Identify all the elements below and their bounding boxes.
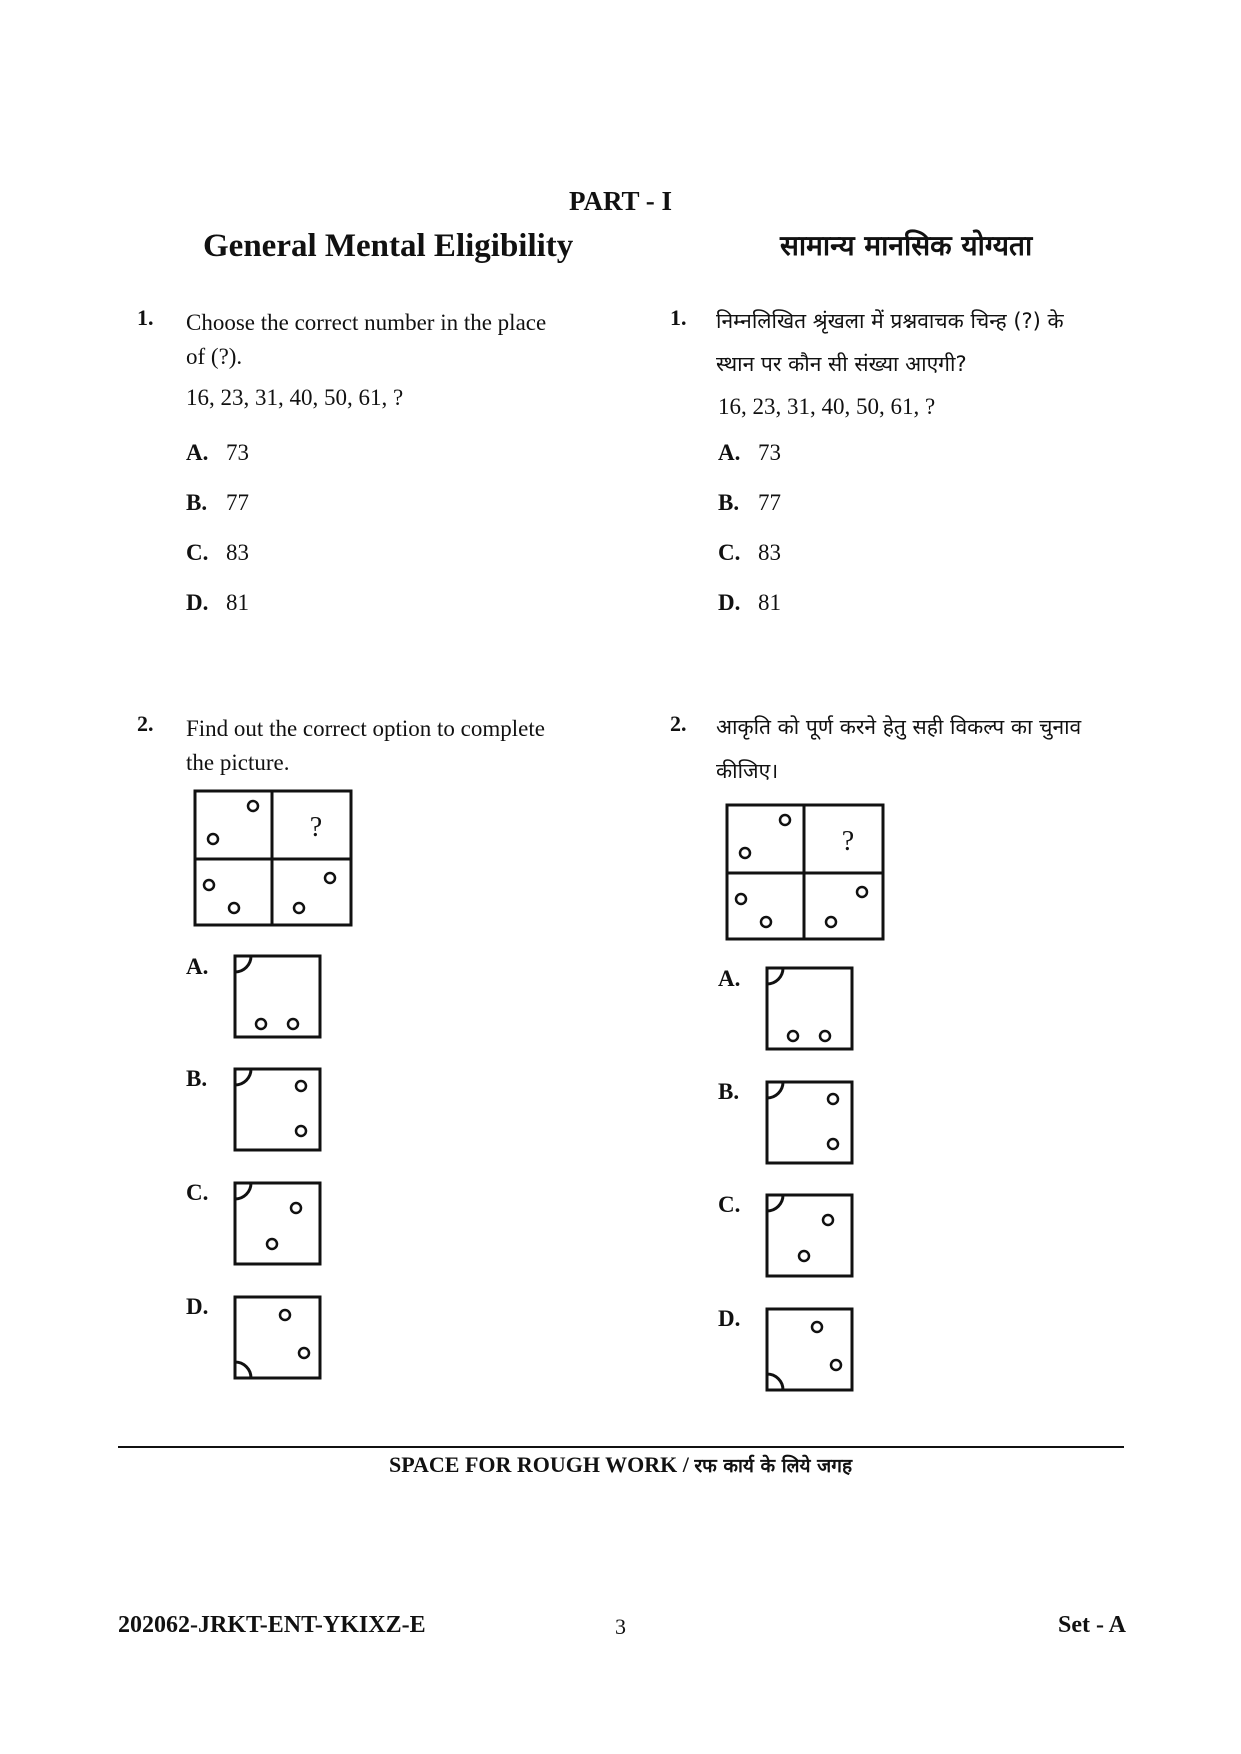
q1-text-en-line2: of (?). [186,344,243,369]
circle-icon [208,834,218,844]
q1-option-a-en[interactable]: A. 73 [186,440,249,465]
circle-icon [229,903,239,913]
q2-question-mark-en: ? [309,812,323,843]
quarter-arc-icon [767,1374,783,1390]
q2-option-c-figure-hi[interactable] [765,1193,855,1279]
circle-icon [736,894,746,904]
circle-icon [291,1203,301,1213]
q2-option-a-label-en: A. [186,954,209,979]
circle-icon [248,801,258,811]
q2-option-c-label-en: C. [186,1180,209,1205]
circle-icon [280,1310,290,1320]
q2-puzzle-grid-en [193,789,353,929]
q2-option-b-label-hi: B. [718,1079,740,1104]
footer-page-number: 3 [615,1614,626,1639]
q2-text-hi-line2: कीजिए। [716,759,779,783]
circle-icon [288,1019,298,1029]
q2-option-d-figure-hi[interactable] [765,1307,855,1393]
q2-option-b-label-en: B. [186,1066,208,1091]
q2-option-a-label-hi: A. [718,966,741,991]
q2-text-en-line1: Find out the correct option to complete [186,716,545,741]
circle-icon [267,1239,277,1249]
circle-icon [325,873,335,883]
q2-option-d-label-en: D. [186,1294,209,1319]
q1-option-c-hi[interactable]: C. 83 [718,540,781,565]
circle-icon [828,1139,838,1149]
circle-icon [204,880,214,890]
circle-icon [857,887,867,897]
circle-icon [788,1031,798,1041]
circle-icon [820,1031,830,1041]
circle-icon [296,1081,306,1091]
rough-work-divider [118,1446,1124,1448]
rough-work-label: SPACE FOR ROUGH WORK / रफ कार्य के लिये जगह [388,1452,853,1477]
quarter-arc-icon [767,1082,783,1098]
part-heading: PART - I [568,186,673,216]
q1-text-hi-line2: स्थान पर कौन सी संख्या आएगी? [716,352,967,376]
circle-icon [740,848,750,858]
footer-set-label: Set - A [1058,1612,1126,1638]
q1-option-c-en[interactable]: C. 83 [186,540,249,565]
q2-option-c-label-hi: C. [718,1192,741,1217]
circle-icon [823,1215,833,1225]
q2-option-d-label-hi: D. [718,1306,741,1331]
quarter-arc-icon [767,1195,783,1211]
q1-text-en-line1: Choose the correct number in the place [186,310,547,335]
circle-icon [826,917,836,927]
q2-number-en: 2. [137,711,154,736]
quarter-arc-icon [767,968,783,984]
q1-sequence-en: 16, 23, 31, 40, 50, 61, ? [186,385,404,410]
circle-icon [256,1019,266,1029]
q1-text-hi-line1: निम्नलिखित श्रृंखला में प्रश्नवाचक चिन्ह (?) के [716,309,1064,333]
q1-option-b-en[interactable]: B. 77 [186,490,249,515]
q1-number-hi: 1. [670,305,687,330]
q2-question-mark-hi: ? [841,826,855,857]
q2-number-hi: 2. [670,711,687,736]
q1-option-d-en[interactable]: D. 81 [186,590,249,615]
q2-option-b-figure-en[interactable] [233,1067,323,1153]
circle-icon [831,1360,841,1370]
circle-icon [799,1251,809,1261]
q2-option-c-figure-en[interactable] [233,1181,323,1267]
quarter-arc-icon [235,1069,251,1085]
q1-sequence-hi: 16, 23, 31, 40, 50, 61, ? [718,394,936,419]
q1-option-b-hi[interactable]: B. 77 [718,490,781,515]
circle-icon [812,1322,822,1332]
circle-icon [780,815,790,825]
q2-option-a-figure-hi[interactable] [765,966,855,1052]
q2-option-b-figure-hi[interactable] [765,1080,855,1166]
q2-puzzle-grid-hi [725,803,885,943]
q2-option-a-figure-en[interactable] [233,954,323,1040]
section-title-hindi: सामान्य मानसिक योग्यता [780,229,1033,262]
q1-option-a-hi[interactable]: A. 73 [718,440,781,465]
quarter-arc-icon [235,956,251,972]
circle-icon [296,1126,306,1136]
circle-icon [294,903,304,913]
circle-icon [299,1348,309,1358]
quarter-arc-icon [235,1362,251,1378]
circle-icon [761,917,771,927]
footer-paper-code: 202062-JRKT-ENT-YKIXZ-E [118,1612,426,1638]
circle-icon [828,1094,838,1104]
section-title-english: General Mental Eligibility [203,228,574,264]
q2-option-d-figure-en[interactable] [233,1295,323,1381]
q2-text-hi-line1: आकृति को पूर्ण करने हेतु सही विकल्प का चुनाव [716,715,1082,739]
q2-text-en-line2: the picture. [186,750,290,775]
quarter-arc-icon [235,1183,251,1199]
q1-number-en: 1. [137,305,154,330]
q1-option-d-hi[interactable]: D. 81 [718,590,781,615]
